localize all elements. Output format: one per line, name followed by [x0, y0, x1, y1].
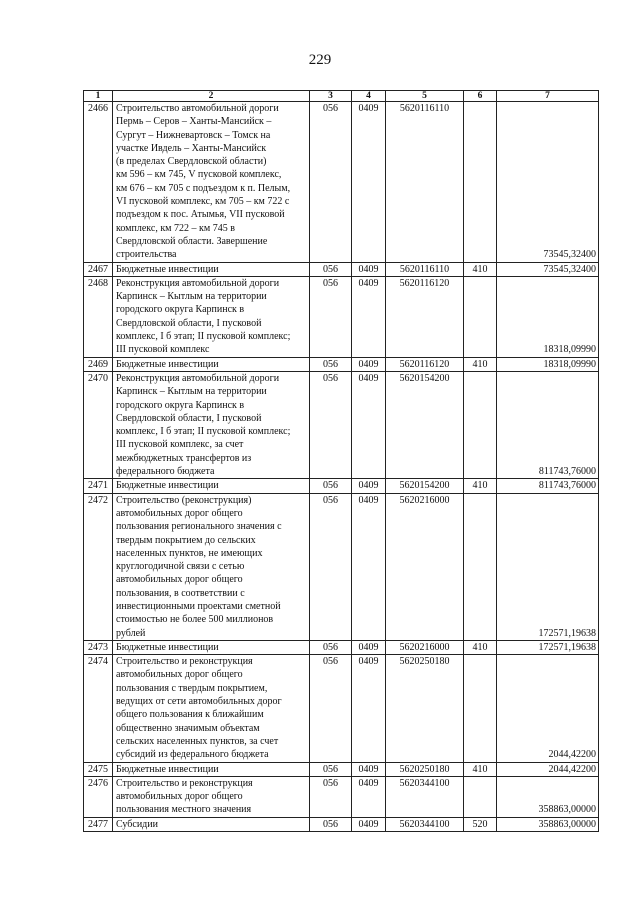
row-name-text: Бюджетные инвестиции [116, 763, 219, 775]
row-section-code [352, 262, 386, 276]
row-ministry-code-text: 056 [323, 277, 338, 289]
row-section-code-text: 0409 [358, 263, 379, 275]
row-expense-type-text: 520 [472, 818, 488, 830]
row-name [113, 276, 310, 357]
row-target-code [386, 640, 464, 654]
row-target-code [386, 371, 464, 478]
table-row [84, 493, 599, 640]
row-name [113, 640, 310, 654]
row-number [84, 371, 113, 478]
row-number [84, 276, 113, 357]
row-amount [497, 479, 599, 493]
row-amount-text: 73545,32400 [543, 263, 596, 275]
row-target-code-text: 5620116120 [399, 358, 450, 370]
row-expense-type [464, 762, 497, 776]
row-ministry-code-text: 056 [323, 777, 338, 789]
row-number [84, 262, 113, 276]
row-name-text: Строительство (реконструкция) автомобильных дорог общего пользования регионального значения с твердым покрытием до сельских населенных пунктов, не имеющих круглогодичной связи с сетью автомобильных дорог общего пользования, в соответствии с инвестиционными проектами сметной стоимостью не более 500 миллионов рублей [116, 494, 282, 639]
row-amount-text: 18318,09990 [543, 344, 596, 356]
row-number [84, 655, 113, 762]
header-col-7: 7 [497, 91, 599, 102]
row-expense-type-text: 410 [472, 641, 488, 653]
row-number-text: 2477 [88, 818, 108, 830]
row-number [84, 479, 113, 493]
row-number [84, 776, 113, 817]
row-amount [497, 776, 599, 817]
row-number-text: 2473 [88, 641, 108, 653]
table-row [84, 640, 599, 654]
row-number [84, 817, 113, 831]
row-amount-text: 2044,42200 [548, 749, 596, 761]
row-ministry-code [310, 262, 352, 276]
row-section-code-text: 0409 [358, 494, 379, 506]
row-number [84, 640, 113, 654]
table-row [84, 817, 599, 831]
row-expense-type-text: 410 [472, 480, 488, 492]
row-number-text: 2468 [88, 277, 108, 289]
row-amount [497, 102, 599, 263]
row-section-code [352, 655, 386, 762]
row-number-text: 2472 [88, 494, 108, 506]
row-name-text: Субсидии [116, 818, 158, 830]
row-ministry-code [310, 371, 352, 478]
row-target-code [386, 276, 464, 357]
row-target-code-text: 5620216000 [399, 641, 450, 653]
row-section-code [352, 817, 386, 831]
row-name [113, 817, 310, 831]
row-amount-text: 2044,42200 [548, 763, 596, 775]
row-target-code-text: 5620250180 [399, 656, 450, 668]
row-target-code-text: 5620116110 [399, 263, 450, 275]
row-number [84, 102, 113, 263]
row-name-text: Реконструкция автомобильной дороги Карпинск – Кытлым на территории городского округа Карпинск в Свердловской области, I пусковой комплекс, I б этап; II пусковой комплекс; III пусковой комплекс, за счет межбюджетных трансфертов из федерального бюджета [116, 372, 291, 478]
row-expense-type [464, 357, 497, 371]
budget-table [83, 90, 599, 832]
row-target-code [386, 817, 464, 831]
page-number: 229 [308, 52, 332, 68]
row-number [84, 762, 113, 776]
row-name-text: Бюджетные инвестиции [116, 641, 219, 653]
row-number [84, 493, 113, 640]
row-section-code-text: 0409 [358, 763, 379, 775]
row-expense-type [464, 817, 497, 831]
row-target-code [386, 776, 464, 817]
row-ministry-code [310, 817, 352, 831]
row-ministry-code-text: 056 [323, 372, 338, 384]
row-target-code-text: 5620116120 [399, 277, 450, 289]
row-name-text: Строительство автомобильной дороги Пермь – Серов – Ханты-Мансийск – Сургут – Нижневартовск – Томск на участке Ивдель – Ханты-Мансийск (в пределах Свердловской области) км 596 – км 745, V пусковой комплекс, км 676 – км 705 с подъездом к п. Пелым, VI пусковой комплекс, км 705 – км 722 с подъездом к пос. Атымья, VII пусковой комплекс, км 722 – км 745 в Свердловской области. Завершение строительства [116, 103, 291, 261]
row-name [113, 102, 310, 263]
row-number-text: 2466 [88, 103, 108, 114]
row-ministry-code [310, 776, 352, 817]
row-ministry-code-text: 056 [323, 358, 338, 370]
row-amount-text: 172571,19638 [538, 641, 596, 653]
row-amount-text: 73545,32400 [543, 249, 596, 261]
row-expense-type [464, 655, 497, 762]
row-target-code-text: 5620344100 [399, 818, 450, 830]
row-target-code [386, 479, 464, 493]
row-section-code [352, 640, 386, 654]
row-expense-type-text: 410 [472, 263, 488, 275]
row-expense-type [464, 371, 497, 478]
row-section-code-text: 0409 [358, 818, 379, 830]
row-target-code-text: 5620344100 [399, 777, 450, 789]
row-section-code [352, 357, 386, 371]
row-name-text: Строительство и реконструкция автомобильных дорог общего пользования местного значения [116, 777, 253, 816]
header-col-6: 6 [464, 91, 497, 102]
row-amount [497, 276, 599, 357]
row-ministry-code-text: 056 [323, 494, 338, 506]
row-target-code [386, 357, 464, 371]
row-number-text: 2475 [88, 763, 108, 775]
row-ministry-code-text: 056 [323, 818, 338, 830]
row-ministry-code [310, 655, 352, 762]
row-section-code-text: 0409 [358, 103, 379, 114]
header-col-1: 1 [84, 91, 113, 102]
row-ministry-code-text: 056 [323, 480, 338, 492]
row-target-code-text: 5620250180 [399, 763, 450, 775]
table-row [84, 357, 599, 371]
row-ministry-code [310, 357, 352, 371]
row-amount-text: 358863,00000 [538, 804, 596, 816]
row-ministry-code-text: 056 [323, 763, 338, 775]
row-expense-type [464, 276, 497, 357]
table-row [84, 276, 599, 357]
row-ministry-code [310, 102, 352, 263]
row-amount [497, 371, 599, 478]
row-amount-text: 811743,76000 [538, 480, 596, 492]
row-number-text: 2476 [88, 777, 108, 789]
table-row [84, 371, 599, 478]
header-col-3: 3 [310, 91, 352, 102]
row-ministry-code-text: 056 [323, 656, 338, 668]
row-expense-type-text: 410 [472, 358, 488, 370]
row-expense-type [464, 776, 497, 817]
row-ministry-code [310, 493, 352, 640]
row-amount-text: 358863,00000 [538, 818, 596, 830]
row-name [113, 371, 310, 478]
row-section-code-text: 0409 [358, 277, 379, 289]
row-amount-text: 811743,76000 [538, 466, 596, 478]
row-name-text: Бюджетные инвестиции [116, 263, 219, 275]
row-amount [497, 262, 599, 276]
row-ministry-code [310, 640, 352, 654]
row-section-code [352, 371, 386, 478]
row-target-code [386, 102, 464, 263]
row-section-code [352, 479, 386, 493]
row-ministry-code-text: 056 [323, 103, 338, 114]
row-section-code [352, 276, 386, 357]
row-amount [497, 762, 599, 776]
row-target-code-text: 5620154200 [399, 480, 450, 492]
row-number-text: 2469 [88, 358, 108, 370]
row-section-code-text: 0409 [358, 656, 379, 668]
header-row [84, 91, 599, 102]
row-name [113, 479, 310, 493]
header-col-2: 2 [113, 91, 310, 102]
row-name [113, 776, 310, 817]
row-name-text: Бюджетные инвестиции [116, 480, 219, 492]
row-target-code-text: 5620116110 [399, 103, 450, 114]
table-row [84, 655, 599, 762]
row-section-code [352, 776, 386, 817]
row-section-code-text: 0409 [358, 372, 379, 384]
table-row [84, 479, 599, 493]
row-ministry-code-text: 056 [323, 263, 338, 275]
row-number-text: 2474 [88, 656, 108, 668]
row-number-text: 2470 [88, 372, 108, 384]
row-section-code-text: 0409 [358, 480, 379, 492]
row-target-code-text: 5620154200 [399, 372, 450, 384]
row-name [113, 762, 310, 776]
row-section-code [352, 493, 386, 640]
row-name [113, 655, 310, 762]
row-expense-type [464, 262, 497, 276]
row-name [113, 262, 310, 276]
row-expense-type [464, 479, 497, 493]
row-name-text: Строительство и реконструкция автомобильных дорог общего пользования с твердым покрытием, ведущих от сети автомобильных дорог общего пользования к ближайшим общественно значимым объектам сельских населенных пунктов, за счет субсидий из федерального бюджета [116, 656, 282, 761]
table-row [84, 762, 599, 776]
row-amount-text: 18318,09990 [543, 358, 596, 370]
row-number-text: 2467 [88, 263, 108, 275]
row-section-code-text: 0409 [358, 777, 379, 789]
row-amount [497, 357, 599, 371]
row-expense-type [464, 493, 497, 640]
row-expense-type [464, 102, 497, 263]
row-amount [497, 493, 599, 640]
table-row [84, 102, 599, 263]
row-ministry-code [310, 276, 352, 357]
row-name [113, 493, 310, 640]
row-number [84, 357, 113, 371]
row-ministry-code-text: 056 [323, 641, 338, 653]
header-col-5: 5 [386, 91, 464, 102]
header-col-4: 4 [352, 91, 386, 102]
row-amount-text: 172571,19638 [538, 627, 596, 639]
row-amount [497, 655, 599, 762]
table-row [84, 262, 599, 276]
row-expense-type-text: 410 [472, 763, 488, 775]
row-name-text: Бюджетные инвестиции [116, 358, 219, 370]
row-amount [497, 640, 599, 654]
row-section-code-text: 0409 [358, 358, 379, 370]
row-ministry-code [310, 762, 352, 776]
row-section-code [352, 762, 386, 776]
row-name [113, 357, 310, 371]
row-target-code [386, 655, 464, 762]
row-section-code-text: 0409 [358, 641, 379, 653]
table-row [84, 776, 599, 817]
row-ministry-code [310, 479, 352, 493]
row-name-text: Реконструкция автомобильной дороги Карпинск – Кытлым на территории городского округа Карпинск в Свердловской области, I пусковой комплекс, I б этап; II пусковой комплекс; III пусковой комплекс [116, 277, 291, 356]
row-expense-type [464, 640, 497, 654]
row-target-code [386, 762, 464, 776]
row-target-code-text: 5620216000 [399, 494, 450, 506]
row-section-code [352, 102, 386, 263]
row-number-text: 2471 [88, 480, 108, 492]
row-amount [497, 817, 599, 831]
row-target-code [386, 493, 464, 640]
row-target-code [386, 262, 464, 276]
